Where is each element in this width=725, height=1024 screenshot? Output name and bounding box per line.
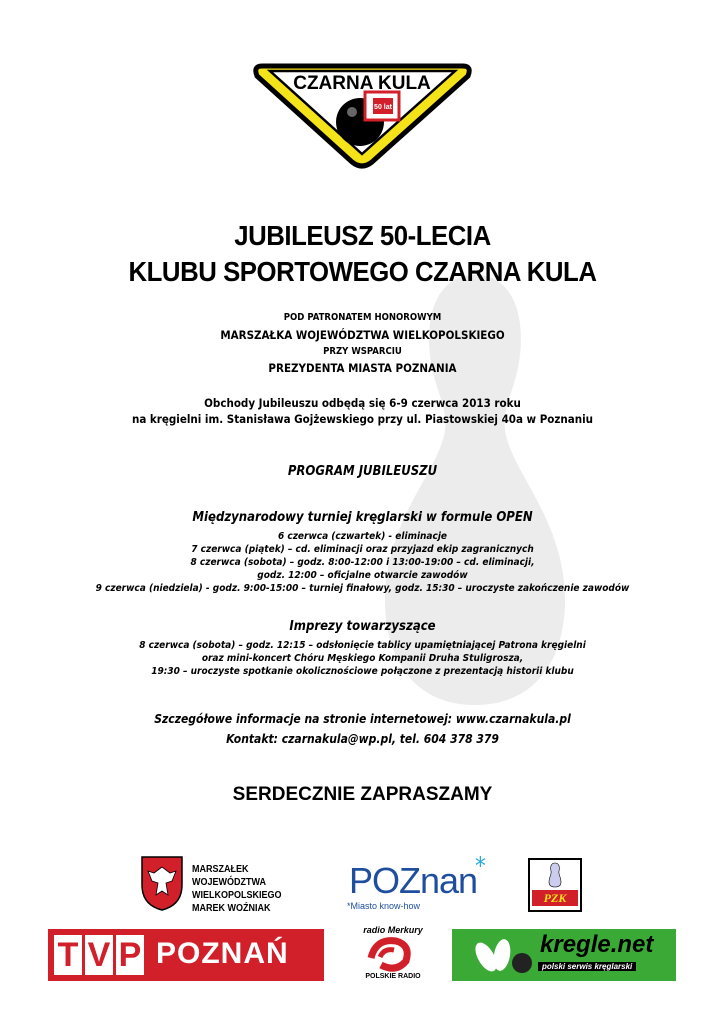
intro-line-2: na kręgielni im. Stanisława Gojżewskiego przy ul. Piastowskiej 40a w Poznaniu (131, 412, 594, 426)
marshal-line: WIELKOPOLSKIEGO (192, 890, 282, 901)
program-heading: PROGRAM JUBILEUSZU (287, 464, 438, 479)
tvp-sponsor (48, 929, 324, 981)
pin-icon (544, 862, 566, 888)
patronage-line-2: MARSZAŁKA WOJEWÓDZTWA WIELKOPOLSKIEGO (220, 328, 505, 342)
tournament-line: 6 czerwca (czwartek) - eliminacje (277, 531, 448, 542)
poznan-name: POZnan (349, 860, 478, 901)
marshal-line: MAREK WOŹNIAK (192, 903, 271, 914)
marshal-sponsor (140, 855, 320, 915)
patronage-line-3: PRZY WSPARCIU (323, 346, 402, 357)
asterisk-icon: * (475, 852, 486, 880)
coat-of-arms-icon (140, 855, 184, 911)
pzk-text: PZK (532, 890, 578, 906)
tournament-line: 9 czerwca (niedziela) - godz. 9:00-15:00 – turniej finałowy, godz. 15:30 – uroczyste zakończenie zawodów (95, 583, 630, 594)
page-title-line2: KLUBU SPORTOWEGO CZARNA KULA (128, 256, 597, 287)
events-heading: Imprezy towarzyszące (289, 619, 436, 634)
pzk-sponsor (528, 858, 582, 912)
marshal-line: MARSZAŁEK WOJEWÓDZTWA (192, 864, 266, 888)
tvp-city: POZNAŃ (156, 937, 289, 970)
logo-text: CZARNA KULA (293, 73, 431, 94)
tournament-line: 7 czerwca (piątek) – cd. eliminacji oraz przyjazd ekip zagranicznych (191, 544, 534, 555)
tournament-heading: Międzynarodowy turniej kręglarski w formule OPEN (192, 510, 533, 525)
pins-icon (472, 935, 534, 975)
closing-invitation: SERDECZNIE ZAPRASZAMY (232, 784, 493, 805)
tvp-brand: T V P (54, 935, 144, 975)
page-title-line1: JUBILEUSZ 50-LECIA (234, 220, 491, 251)
events-line: oraz mini-koncert Chóru Męskiego Kompanii Druha Stuligrosza, (201, 653, 524, 664)
patronage-line-1: POD PATRONATEM HONOROWYM (283, 312, 442, 323)
kregle-name: kregle.net (540, 931, 654, 958)
radio-top: radio Merkury (363, 925, 423, 935)
poznan-tagline: *Miasto know-how (347, 901, 421, 911)
patronage-line-4: PREZYDENTA MIASTA POZNANIA (268, 361, 457, 375)
kregle-tagline: polski serwis kręglarski (538, 962, 636, 971)
events-line: 8 czerwca (sobota) – godz. 12:15 – odsłonięcie tablicy upamiętniającej Patrona kręgielni (139, 640, 586, 651)
radio-bottom: POLSKIE RADIO (365, 973, 421, 980)
events-line: 19:30 – uroczyste spotkanie okolicznościowe połączone z prezentacją historii klubu (151, 666, 574, 677)
contact-line-2: Kontakt: czarnakula@wp.pl, tel. 604 378 379 (226, 732, 499, 746)
radio-swirl-icon (366, 933, 416, 973)
radio-merkury-sponsor (348, 925, 438, 985)
czarna-kula-logo (250, 60, 475, 170)
tournament-list (0, 530, 725, 595)
logo-badge: 50 lat (374, 104, 392, 111)
contact-line-1: Szczegółowe informacje na stronie internetowej: www.czarnakula.pl (154, 712, 571, 726)
poznan-sponsor (345, 852, 505, 913)
events-list (0, 639, 725, 678)
tournament-line: 8 czerwca (sobota) – godz. 8:00-12:00 i 13:00-19:00 – cd. eliminacji, (190, 557, 535, 568)
kregle-sponsor (452, 929, 676, 981)
tournament-line: godz. 12:00 – oficjalne otwarcie zawodów (257, 570, 468, 581)
intro-line-1: Obchody Jubileuszu odbędą się 6-9 czerwca 2013 roku (204, 396, 521, 410)
